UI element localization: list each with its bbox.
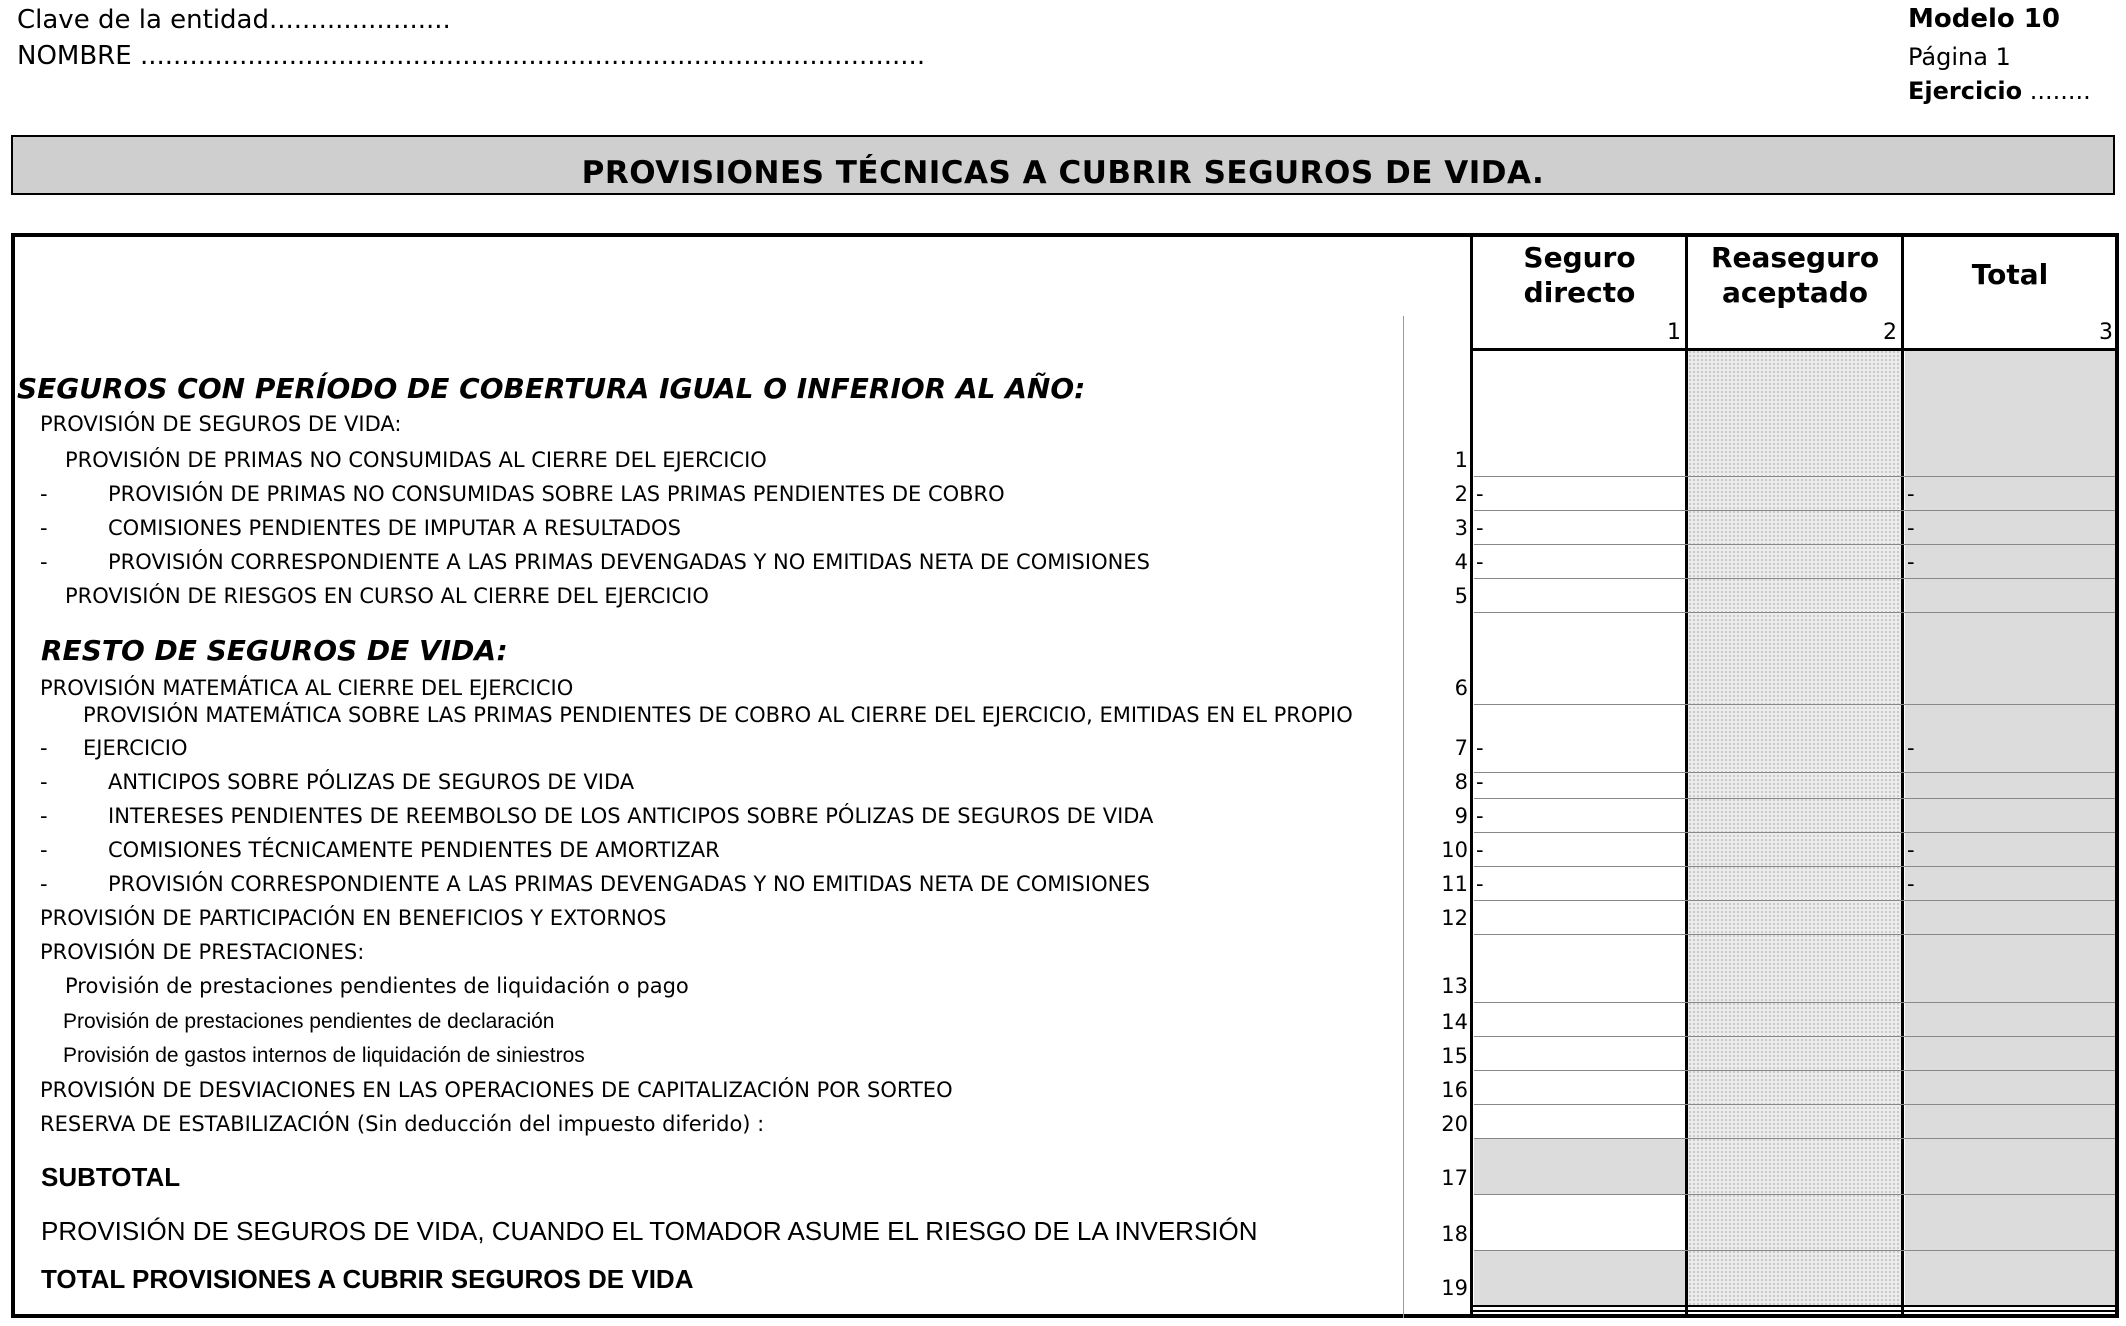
row-number-6: 6 — [1454, 676, 1468, 700]
cell-dash-direct-8: - — [1476, 770, 1484, 794]
cell-dash-direct-11: - — [1476, 872, 1484, 896]
row-separator — [1474, 832, 2115, 833]
row-label-17: SUBTOTAL — [41, 1162, 181, 1192]
row-label-8: ANTICIPOS SOBRE PÓLIZAS DE SEGUROS DE VIDA — [108, 770, 635, 794]
column-number-2: 2 — [1883, 320, 1897, 345]
cell-dash-total-7: - — [1907, 736, 1915, 760]
column-number-3: 3 — [2099, 320, 2113, 345]
col2-left-border — [1685, 235, 1688, 1318]
row-separator — [1474, 1104, 2115, 1105]
row-label-1: PROVISIÓN DE PRIMAS NO CONSUMIDAS AL CIERRE DEL EJERCICIO — [65, 448, 767, 472]
col1-left-border — [1470, 235, 1473, 1318]
table-bottom-line-2 — [1470, 1310, 2115, 1312]
row-label-7: PROVISIÓN MATEMÁTICA SOBRE LAS PRIMAS PENDIENTES DE COBRO AL CIERRE DEL EJERCICIO, EMITIDAS EN EL PROPIO — [83, 703, 1353, 727]
cell-dash-direct-2: - — [1476, 482, 1484, 506]
row-label-18: PROVISIÓN DE SEGUROS DE VIDA, CUANDO EL TOMADOR ASUME EL RIESGO DE LA INVERSIÓN — [41, 1216, 1258, 1246]
cell-dash-total-10: - — [1907, 838, 1915, 862]
row-label-11: PROVISIÓN CORRESPONDIENTE A LAS PRIMAS DEVENGADAS Y NO EMITIDAS NETA DE COMISIONES — [108, 872, 1150, 896]
row-dash-10: - — [40, 838, 48, 862]
col3-left-border — [1901, 235, 1904, 1318]
row-number-9: 9 — [1454, 804, 1468, 828]
page-title-box — [11, 135, 2115, 195]
row-separator — [1474, 900, 2115, 901]
row-number-19: 19 — [1441, 1276, 1468, 1300]
total-direct-shade — [1474, 1250, 1685, 1305]
row-number-1: 1 — [1454, 448, 1468, 472]
column-header-reinsurance — [1689, 240, 1901, 310]
row-dash-7: - — [40, 736, 48, 760]
column-header-direct-line1: Seguro — [1523, 241, 1636, 274]
page-title: PROVISIONES TÉCNICAS A CUBRIR SEGUROS DE VIDA. — [581, 155, 1545, 191]
row-label-h13: PROVISIÓN DE PRESTACIONES: — [40, 940, 365, 964]
row-number-18: 18 — [1441, 1222, 1468, 1246]
row-label-7-line2: EJERCICIO — [83, 736, 188, 760]
row-number-11: 11 — [1441, 872, 1468, 896]
row-number-5: 5 — [1454, 584, 1468, 608]
row-label-20: RESERVA DE ESTABILIZACIÓN (Sin deducción del impuesto diferido) : — [40, 1112, 765, 1136]
row-dash-11: - — [40, 872, 48, 896]
model-label: Modelo 10 — [1908, 4, 2060, 34]
column-header-border — [1470, 348, 2115, 351]
total-column-shade — [1905, 350, 2115, 1305]
row-label-13: Provisión de prestaciones pendientes de liquidación o pago — [65, 974, 689, 998]
cell-dash-direct-3: - — [1476, 516, 1484, 540]
number-column-divider — [1403, 316, 1404, 1318]
row-separator — [1474, 1036, 2115, 1037]
column-header-reinsurance-line1: Reaseguro — [1710, 241, 1880, 274]
row-separator — [1474, 510, 2115, 511]
row-label-14: Provisión de prestaciones pendientes de declaración — [63, 1010, 555, 1033]
row-label-2: PROVISIÓN DE PRIMAS NO CONSUMIDAS SOBRE LAS PRIMAS PENDIENTES DE COBRO — [108, 482, 1005, 506]
row-dash-2: - — [40, 482, 48, 506]
row-separator — [1474, 612, 2115, 613]
row-separator — [1474, 866, 2115, 867]
column-header-direct — [1474, 240, 1685, 310]
row-number-15: 15 — [1441, 1044, 1468, 1068]
page-label: Página 1 — [1908, 43, 2011, 71]
row-label-5: PROVISIÓN DE RIESGOS EN CURSO AL CIERRE DEL EJERCICIO — [65, 584, 709, 608]
cell-dash-direct-10: - — [1476, 838, 1484, 862]
row-number-13: 13 — [1441, 974, 1468, 998]
subtotal-direct-shade — [1474, 1138, 1685, 1194]
row-separator — [1474, 1002, 2115, 1003]
row-number-7: 7 — [1454, 736, 1468, 760]
cell-dash-direct-9: - — [1476, 804, 1484, 828]
row-label-9: INTERESES PENDIENTES DE REEMBOLSO DE LOS ANTICIPOS SOBRE PÓLIZAS DE SEGUROS DE VIDA — [108, 804, 1154, 828]
row-dash-9: - — [40, 804, 48, 828]
row-label-3: COMISIONES PENDIENTES DE IMPUTAR A RESULTADOS — [108, 516, 681, 540]
row-dash-4: - — [40, 550, 48, 574]
row-label-19: TOTAL PROVISIONES A CUBRIR SEGUROS DE VIDA — [41, 1264, 694, 1294]
entity-code-field: Clave de la entidad...................... — [17, 5, 451, 35]
cell-dash-total-11: - — [1907, 872, 1915, 896]
cell-dash-total-3: - — [1907, 516, 1915, 540]
row-label-15: Provisión de gastos internos de liquidación de siniestros — [63, 1044, 585, 1067]
fiscal-year-label: Ejercicio — [1908, 77, 2023, 105]
table-bottom-line-1 — [1470, 1305, 2115, 1307]
row-separator — [1474, 476, 2115, 477]
row-separator — [1474, 798, 2115, 799]
row-label-4: PROVISIÓN CORRESPONDIENTE A LAS PRIMAS DEVENGADAS Y NO EMITIDAS NETA DE COMISIONES — [108, 550, 1150, 574]
row-number-10: 10 — [1441, 838, 1468, 862]
row-number-8: 8 — [1454, 770, 1468, 794]
row-number-12: 12 — [1441, 906, 1468, 930]
cell-dash-total-4: - — [1907, 550, 1915, 574]
row-dash-8: - — [40, 770, 48, 794]
row-number-17: 17 — [1441, 1166, 1468, 1190]
row-label-16: PROVISIÓN DE DESVIACIONES EN LAS OPERACIONES DE CAPITALIZACIÓN POR SORTEO — [40, 1078, 953, 1102]
column-header-direct-line2: directo — [1523, 276, 1636, 309]
row-separator — [1474, 772, 2115, 773]
row-number-3: 3 — [1454, 516, 1468, 540]
cell-dash-direct-7: - — [1476, 736, 1484, 760]
row-separator — [1474, 1070, 2115, 1071]
section-heading-short-term: SEGUROS CON PERÍODO DE COBERTURA IGUAL O INFERIOR AL AÑO: — [17, 372, 1086, 405]
row-separator — [1474, 1250, 2115, 1251]
column-header-reinsurance-line2: aceptado — [1721, 276, 1869, 309]
row-number-14: 14 — [1441, 1010, 1468, 1034]
column-number-1: 1 — [1667, 320, 1681, 345]
row-number-20: 20 — [1441, 1112, 1468, 1136]
fiscal-year-dots: ........ — [2029, 77, 2091, 105]
row-number-4: 4 — [1454, 550, 1468, 574]
row-separator — [1474, 704, 2115, 705]
row-label-10: COMISIONES TÉCNICAMENTE PENDIENTES DE AMORTIZAR — [108, 838, 720, 862]
row-label-12: PROVISIÓN DE PARTICIPACIÓN EN BENEFICIOS Y EXTORNOS — [40, 906, 667, 930]
row-separator — [1474, 934, 2115, 935]
row-number-16: 16 — [1441, 1078, 1468, 1102]
cell-dash-direct-4: - — [1476, 550, 1484, 574]
row-number-2: 2 — [1454, 482, 1468, 506]
row-dash-3: - — [40, 516, 48, 540]
section-heading-rest: RESTO DE SEGUROS DE VIDA: — [41, 634, 508, 667]
entity-name-field: NOMBRE ............................................................................................... — [17, 41, 926, 71]
row-label-6: PROVISIÓN MATEMÁTICA AL CIERRE DEL EJERCICIO — [40, 676, 574, 700]
cell-dash-total-2: - — [1907, 482, 1915, 506]
row-separator — [1474, 578, 2115, 579]
row-label-h0: PROVISIÓN DE SEGUROS DE VIDA: — [40, 412, 402, 436]
reinsurance-column-shade — [1688, 350, 1902, 1305]
row-separator — [1474, 1138, 2115, 1139]
row-separator — [1474, 1194, 2115, 1195]
fiscal-year-field — [1908, 77, 2091, 105]
column-header-total: Total — [1971, 258, 2049, 291]
row-separator — [1474, 544, 2115, 545]
